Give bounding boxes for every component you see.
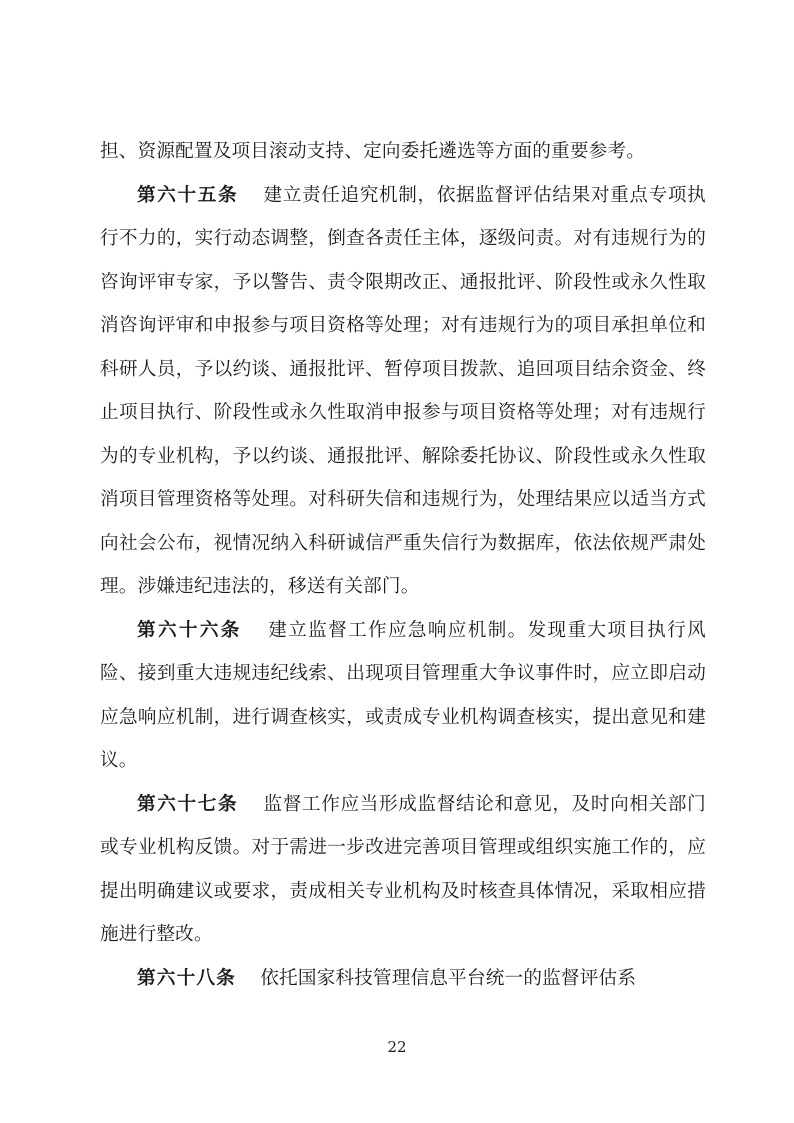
article-heading: 第六十八条: [137, 967, 236, 989]
paragraph-text: 建立责任追究机制，依据监督评估结果对重点专项执行不力的，实行动态调整，倒查各责任主体，逐级问责。对有违规行为的咨询评审专家，予以警告、责令限期改正、通报批评、阶段性或永久性取消咨询评审和申报参与项目资格等处理；对有违规行为的项目承担单位和科研人员，予以约谈、通报批评、暂停项目拨款、追回项目结余资金、终止项目执行、阶段性或永久性取消申报参与项目资格等处理；对有违规行为的专业机构，予以约谈、通报批评、解除委托协议、阶段性或永久性取消项目管理资格等处理。对科研失信和违规行为，处理结果应以适当方式向社会公布，视情况纳入科研诚信严重失信行为数据库，依法依规严肃处理。涉嫌违纪违法的，移送有关部门。: [100, 184, 706, 597]
paragraph-article-65: [100, 174, 706, 609]
article-heading: 第六十五条: [137, 184, 239, 206]
paragraph-article-66: [100, 609, 706, 783]
paragraph-text: 监督工作应当形成监督结论和意见，及时向相关部门或专业机构反馈。对于需进一步改进完善项目管理或组织实施工作的，应提出明确建议或要求，责成相关专业机构及时核查具体情况，采取相应措施进行整改。: [100, 793, 706, 945]
article-heading: 第六十七条: [137, 793, 239, 815]
paragraph-text: 依托国家科技管理信息平台统一的监督评估系: [260, 967, 637, 989]
page-number: 22: [387, 1038, 407, 1056]
paragraph-article-67: [100, 783, 706, 957]
paragraph-article-68: [100, 957, 706, 1001]
paragraph-continued: [100, 130, 706, 174]
article-heading: 第六十六条: [137, 619, 242, 641]
paragraph-text: 建立监督工作应急响应机制。发现重大项目执行风险、接到重大违规违纪线索、出现项目管理重大争议事件时，应立即启动应急响应机制，进行调查核实，或责成专业机构调查核实，提出意见和建议。: [100, 619, 706, 771]
document-body: [100, 130, 706, 1000]
paragraph-text: 担、资源配置及项目滚动支持、定向委托遴选等方面的重要参考。: [100, 141, 646, 162]
